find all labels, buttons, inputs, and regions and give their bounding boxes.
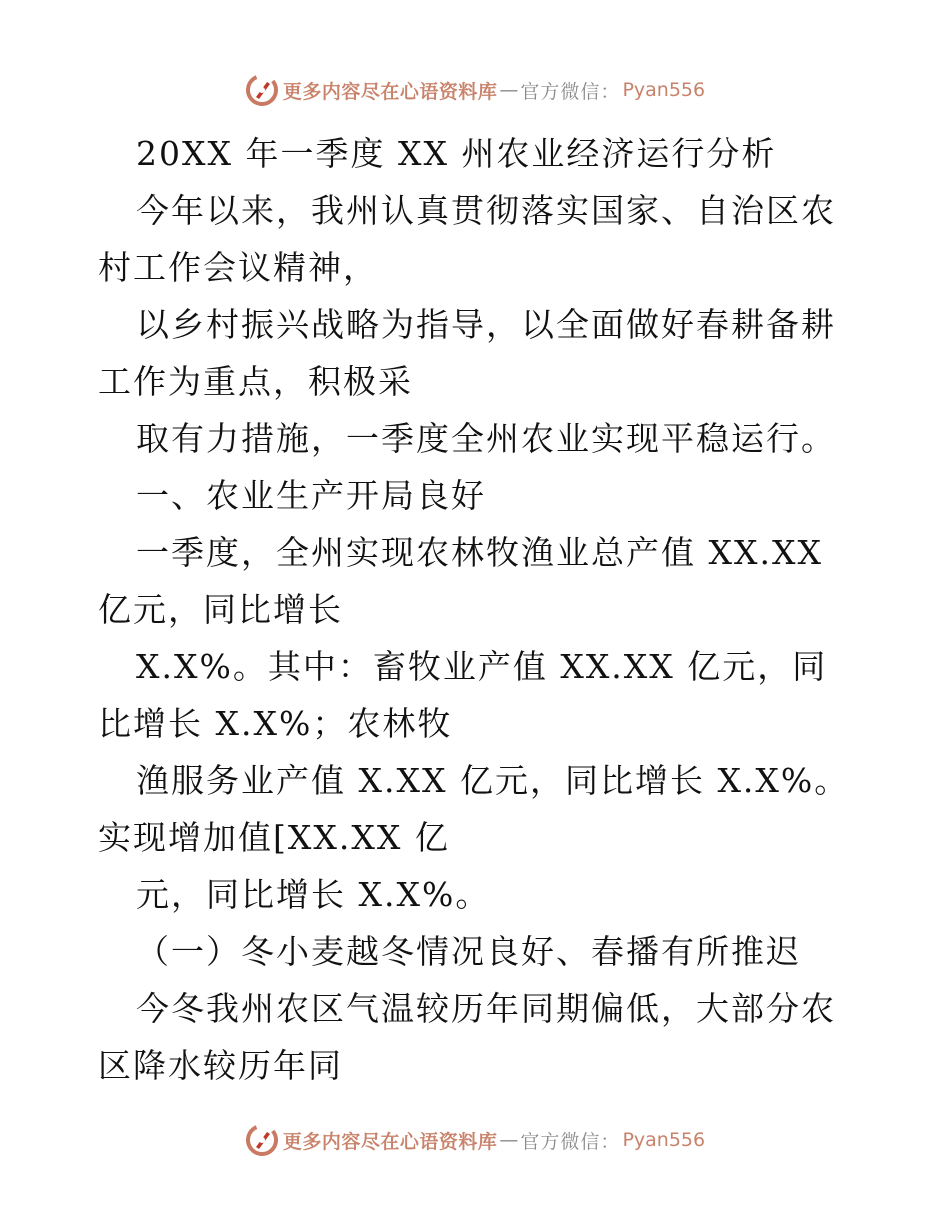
subsection-heading: （一）冬小麦越冬情况良好、春播有所推迟 (136, 932, 801, 971)
header-watermark (0, 70, 950, 110)
document-body (98, 125, 858, 1094)
section-heading: 一、农业生产开局良好 (136, 476, 486, 515)
watermark-wechat-id: Pyan556 (622, 79, 706, 101)
paragraph: 以乡村振兴战略为指导，以全面做好春耕备耕工作为重点，积极采 (98, 305, 836, 401)
footer-watermark (0, 1120, 950, 1160)
watermark-separator: — (499, 1129, 519, 1151)
paragraph: 今冬我州农区气温较历年同期偏低，大部分农区降水较历年同 (98, 989, 836, 1085)
paragraph: 取有力措施，一季度全州农业实现平稳运行。 (136, 419, 836, 458)
paragraph: 元，同比增长 X.X%。 (136, 875, 491, 914)
paragraph: 今年以来，我州认真贯彻落实国家、自治区农村工作会议精神， (98, 191, 836, 287)
document-title: 20XX 年一季度 XX 州农业经济运行分析 (136, 134, 777, 173)
watermark-sub-text: 官方微信： (520, 80, 621, 103)
brand-logo-icon (245, 1123, 279, 1157)
watermark-main-text: 更多内容尽在心语资料库 (282, 1130, 498, 1153)
watermark-main-text: 更多内容尽在心语资料库 (282, 80, 498, 103)
paragraph: 一季度，全州实现农林牧渔业总产值 XX.XX 亿元，同比增长 (98, 533, 823, 629)
watermark-wechat-id: Pyan556 (622, 1129, 706, 1151)
paragraph: X.X%。其中：畜牧业产值 XX.XX 亿元，同比增长 X.X%；农林牧 (98, 647, 828, 743)
watermark-separator: — (499, 79, 519, 101)
watermark-sub-text: 官方微信： (520, 1130, 621, 1153)
paragraph: 渔服务业产值 X.XX 亿元，同比增长 X.X%。实现增加值[XX.XX 亿 (98, 761, 850, 857)
brand-logo-icon (245, 73, 279, 107)
